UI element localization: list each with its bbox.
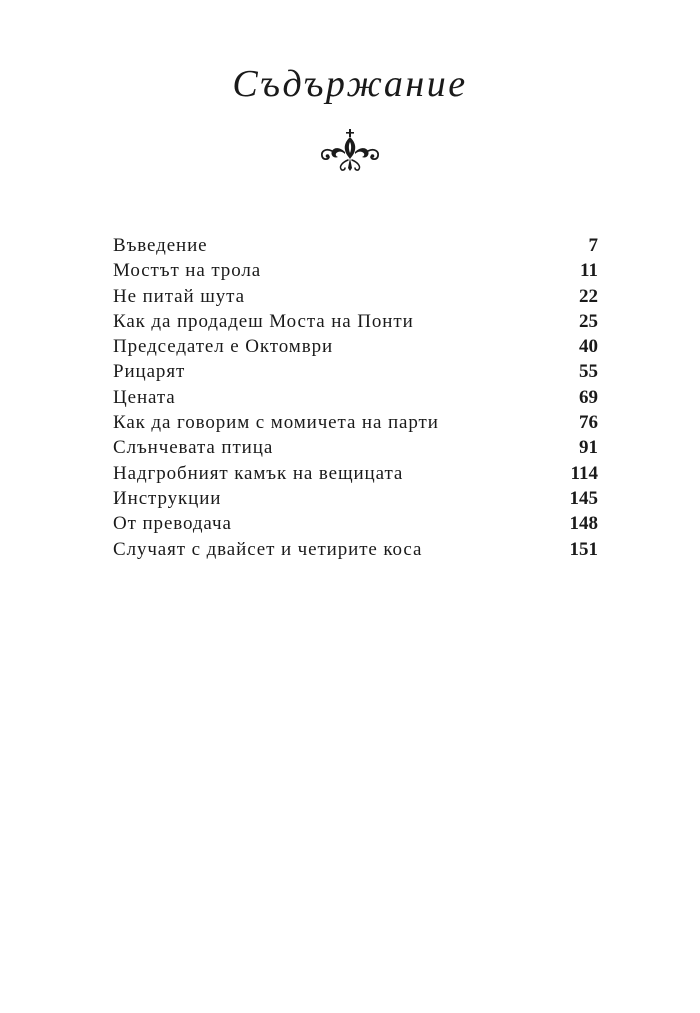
toc-entry-title: Случаят с двайсет и четирите коса — [113, 538, 423, 560]
toc-entry[interactable] — [113, 334, 598, 359]
toc-entry[interactable] — [113, 385, 598, 410]
toc-entry-page: 7 — [588, 235, 598, 256]
toc-entry[interactable] — [113, 435, 598, 460]
toc-entry-page: 91 — [579, 437, 598, 459]
toc-entry-title: Инструкции — [113, 487, 222, 509]
toc-entry-title: Как да продадеш Моста на Понти — [113, 310, 414, 332]
toc-entry[interactable] — [113, 284, 598, 309]
toc-entry-page: 148 — [569, 513, 598, 535]
toc-entry[interactable] — [113, 511, 598, 536]
toc-entry-title: От преводача — [113, 513, 232, 535]
toc-entry-title: Въведение — [113, 235, 208, 256]
toc-entry-title: Председател е Октомври — [113, 336, 334, 358]
table-of-contents — [113, 233, 598, 562]
toc-entry[interactable] — [113, 486, 598, 511]
toc-entry-title: Цената — [113, 386, 176, 408]
toc-entry-title: Слънчевата птица — [113, 437, 274, 459]
toc-entry-page: 145 — [569, 487, 598, 509]
toc-entry-page: 114 — [570, 462, 598, 484]
toc-entry[interactable] — [113, 258, 598, 283]
toc-entry-title: Надгробният камък на вещицата — [113, 462, 404, 484]
toc-entry-page: 40 — [579, 336, 598, 358]
toc-entry-page: 25 — [579, 310, 598, 332]
toc-entry[interactable] — [113, 410, 598, 435]
toc-entry[interactable] — [113, 233, 598, 258]
toc-entry[interactable] — [113, 309, 598, 334]
toc-entry-title: Не питай шута — [113, 285, 245, 307]
toc-entry-page: 22 — [579, 285, 598, 307]
toc-entry-page: 151 — [569, 538, 598, 560]
toc-entry-title: Мостът на трола — [113, 260, 262, 282]
toc-entry-page: 76 — [579, 412, 598, 434]
page-title: Съдържание — [232, 63, 468, 105]
toc-entry[interactable] — [113, 359, 598, 384]
toc-entry[interactable] — [113, 537, 598, 562]
fleuron-icon — [318, 128, 382, 172]
toc-entry-page: 11 — [580, 260, 598, 282]
toc-entry-page: 55 — [579, 361, 598, 383]
toc-entry[interactable] — [113, 461, 598, 486]
toc-entry-page: 69 — [579, 386, 598, 408]
toc-entry-title: Как да говорим с момичета на парти — [113, 412, 439, 434]
toc-entry-title: Рицарят — [113, 361, 186, 383]
